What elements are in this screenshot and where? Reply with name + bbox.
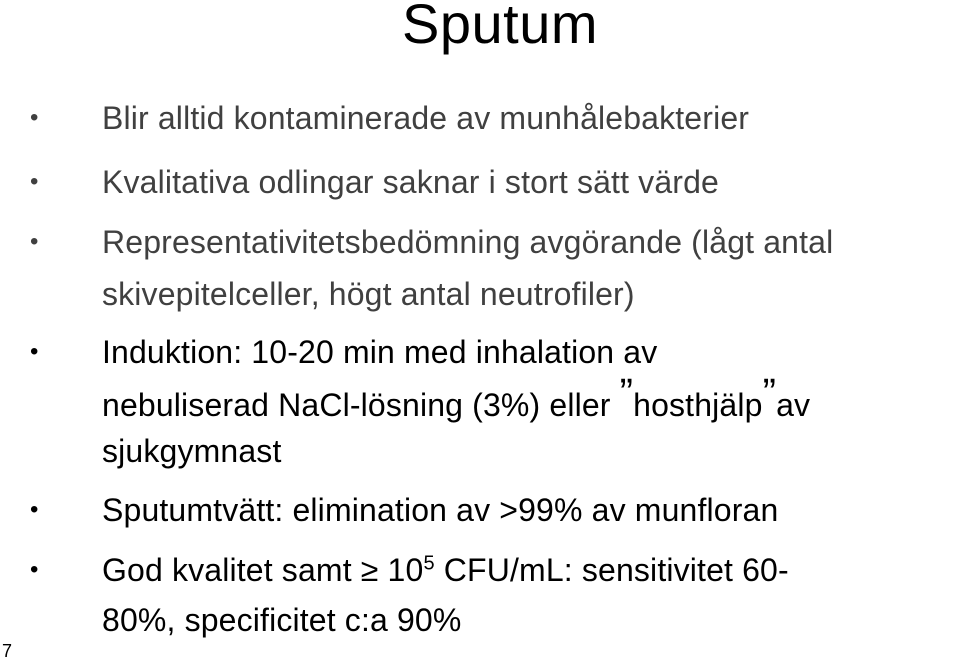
slide-number: 7 [2,641,13,661]
bullet-item-4-line-1: Induktion: 10-20 min med inhalation av [102,334,658,370]
bullet-item-4-line-3: sjukgymnast [102,433,282,469]
slide-title: Sputum [402,0,598,55]
bullet-icon: • [30,496,39,523]
bullet-item-6-line-2: 80%, specificitet c:a 90% [102,602,462,638]
bullet-item-4-line-2-text: nebuliserad NaCl-lösning (3%) eller [102,387,620,423]
bullet-icon: • [30,228,39,255]
bullet-icon: • [30,556,39,583]
bullet-item-6-line-1-text: God kvalitet samt [102,552,361,588]
bullet-item-6-line-1 [102,550,789,590]
bullet-item-4-line-2 [102,371,811,425]
after-exponent-text: CFU/mL: sensitivitet 60- [434,552,789,588]
quoted-word: hosthjälp [633,387,763,423]
bullet-item-3-line-2: skivepitelceller, högt antal neutrofiler) [102,276,635,312]
greater-or-equal-symbol: ≥ [360,552,379,588]
bullet-item-3-line-1: Representativitetsbedömning avgörande (lågt antal [102,224,834,260]
bullet-icon: • [30,338,39,365]
bullet-icon: • [30,168,39,195]
bullet-item-2-line-1: Kvalitativa odlingar saknar i stort sätt värde [102,164,719,200]
bullet-item-1-line-1: Blir alltid kontaminerade av munhålebakterier [102,100,750,136]
bullet-item-5-line-1: Sputumtvätt: elimination av >99% av munfloran [102,492,779,528]
bullet-icon: • [30,104,39,131]
exponent: 5 [423,552,435,575]
close-quote-mark: ” [762,371,777,415]
after-quote-text: av [776,387,811,423]
base-value: 10 [378,552,424,588]
open-quote-mark: ” [619,371,634,415]
